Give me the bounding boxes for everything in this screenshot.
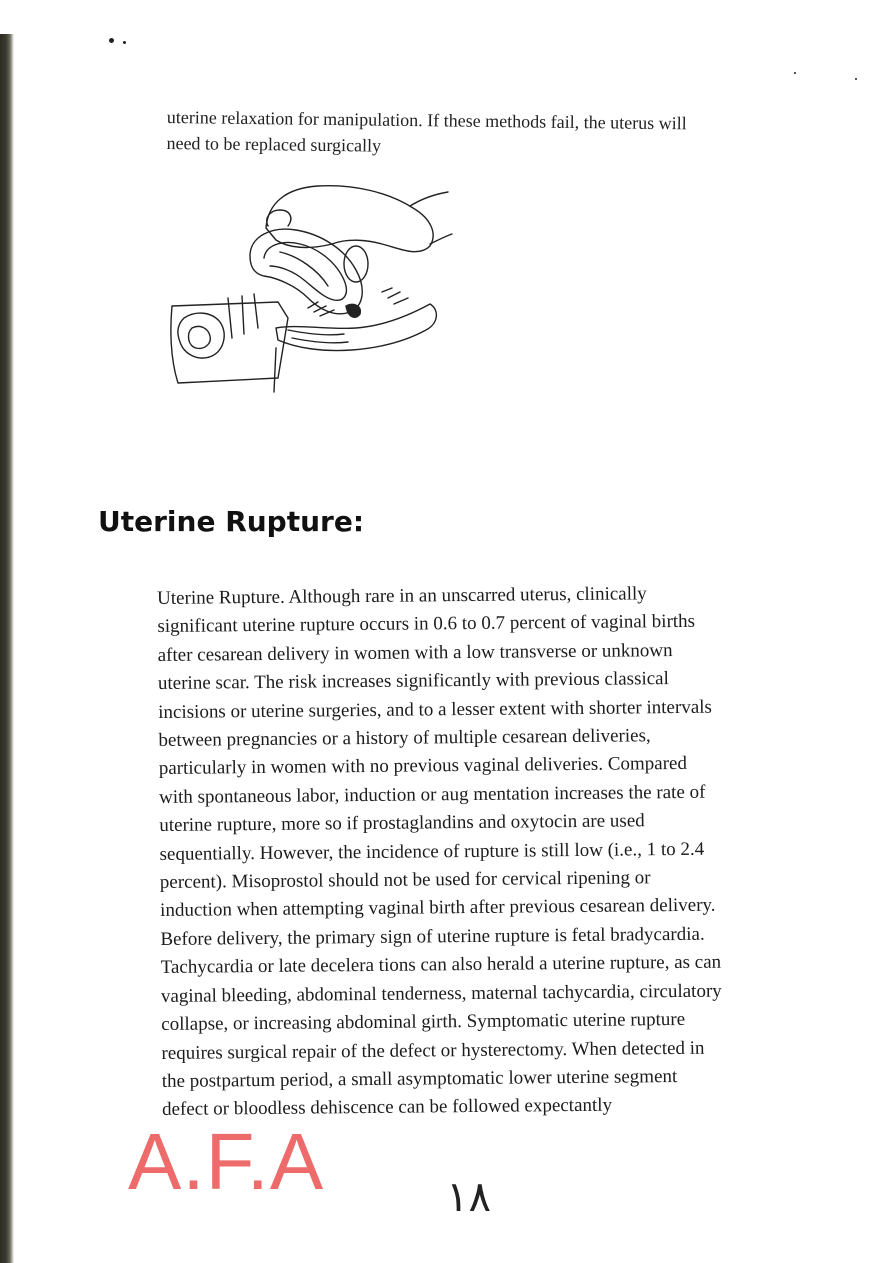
uterus-cavity: [280, 252, 328, 286]
section-heading: Uterine Rupture:: [98, 505, 365, 538]
scan-speck: [123, 41, 126, 44]
body-line: the postpartum period, a small asymptomatic lower uterine segment: [161, 1065, 678, 1092]
body-line: requires surgical repair of the defect or hysterectomy. When detected in: [161, 1037, 705, 1064]
intro-line: need to be replaced surgically: [166, 132, 382, 156]
manual-uterine-replacement-illustration: [168, 178, 458, 393]
body-line: sequentially. However, the incidence of rupture is still low (i.e., 1 to 2.4: [159, 838, 705, 865]
body-line: Tachycardia or late decelera tions can also herald a uterine rupture, as can: [160, 951, 722, 979]
pelvis-detail: [178, 313, 224, 358]
intro-paragraph: [166, 104, 787, 164]
body-paragraph: [157, 579, 802, 1125]
body-line: Before delivery, the primary sign of uterine rupture is fetal bradycardia.: [160, 923, 705, 950]
spine-detail: [228, 294, 258, 338]
intro-line: uterine relaxation for manipulation. If these methods fail, the uterus will: [166, 106, 687, 134]
cervix-shade: [346, 304, 360, 317]
body-line: between pregnancies or a history of multiple cesarean deliveries,: [158, 725, 651, 752]
pelvis-detail-2: [189, 326, 211, 348]
ovary-shape: [344, 246, 368, 282]
body-line: collapse, or increasing abdominal girth. Symptomatic uterine rupture: [161, 1009, 686, 1036]
body-line: Uterine Rupture. Although rare in an unscarred uterus, clinically: [157, 583, 647, 609]
afa-stamp: A.F.A: [128, 1117, 325, 1206]
body-line: particularly in women with no previous vaginal deliveries. Compared: [158, 753, 688, 780]
scan-speck: [794, 72, 796, 74]
handwritten-page-number: ١٨: [446, 1172, 492, 1221]
scan-speck: [855, 78, 857, 80]
body-line: with spontaneous labor, induction or aug mentation increases the rate of: [158, 781, 706, 808]
page-top-band: [0, 0, 893, 34]
body-line: vaginal bleeding, abdominal tenderness, maternal tachycardia, circulatory: [160, 980, 722, 1007]
forearm-upper: [410, 192, 448, 206]
scan-speck: [109, 38, 114, 43]
body-line: significant uterine rupture occurs in 0.6 to 0.7 percent of vaginal births: [157, 611, 696, 638]
body-line: defect or bloodless dehiscence can be followed expectantly: [161, 1094, 613, 1121]
body-line: percent). Misoprostol should not be used for cervical ripening or: [159, 867, 651, 894]
body-line: induction when attempting vaginal birth after previous cesarean delivery.: [160, 895, 716, 922]
body-line: uterine scar. The risk increases significantly with previous classical: [157, 668, 669, 695]
scan-left-edge: [0, 34, 14, 1263]
body-line: uterine rupture, more so if prostaglandins and oxytocin are used: [159, 810, 645, 837]
leg-outline: [274, 348, 276, 392]
body-line: incisions or uterine surgeries, and to a lesser extent with shorter intervals: [158, 696, 712, 723]
uterus-inner: [264, 243, 346, 301]
upper-hand-thumb: [267, 210, 291, 226]
lower-fingers: [288, 330, 348, 343]
body-line: after cesarean delivery in women with a low transverse or unknown: [157, 639, 673, 666]
